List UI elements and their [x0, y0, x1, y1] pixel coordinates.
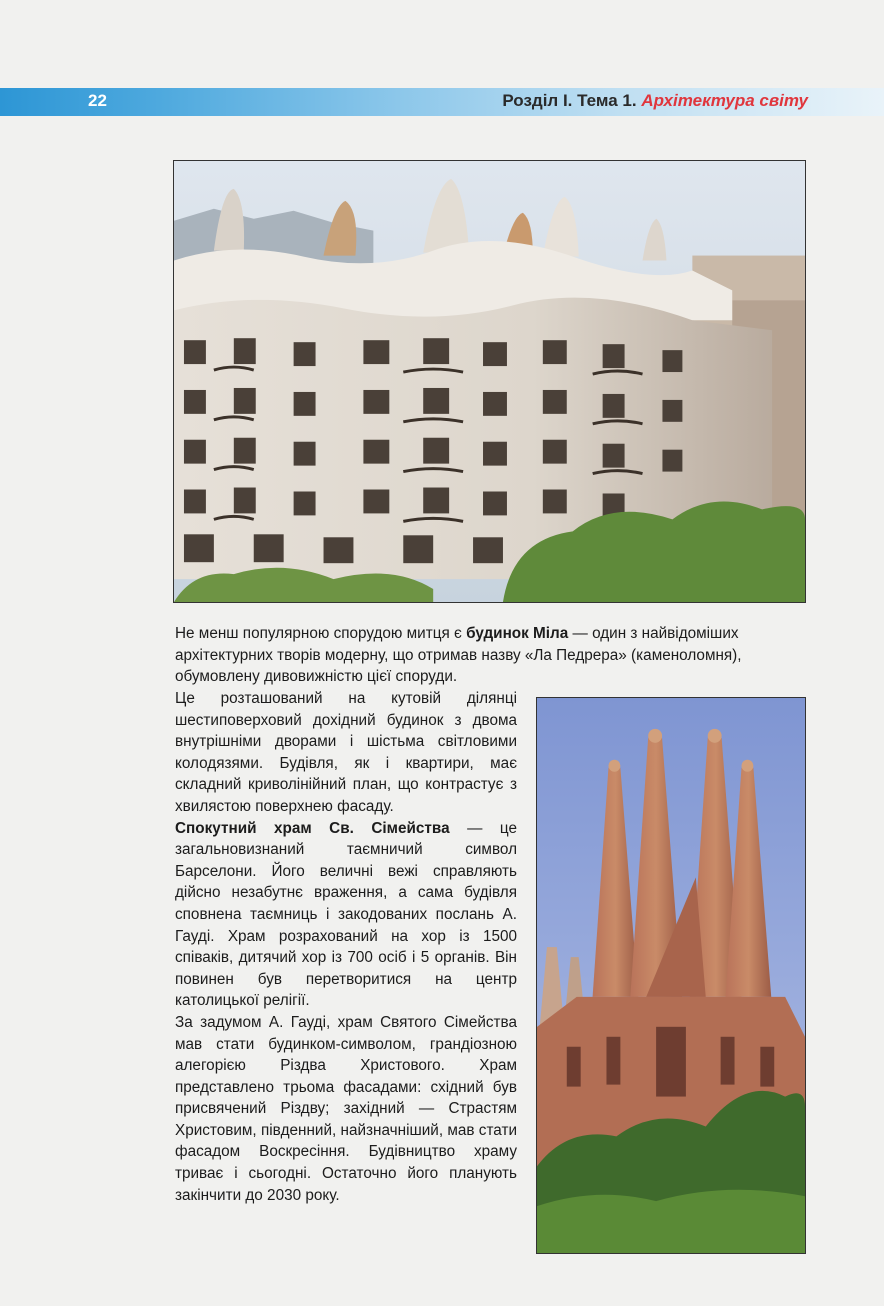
intro-paragraph	[175, 623, 807, 688]
text-column	[175, 688, 517, 1206]
paragraph-2: Це розташований на кутовій ділянці шестиповерховий дохідний будинок з двома внутрішніми дворами і шістьма світловими колодязями. Будівля, як і квартири, має складний криволінійний план, що контрастує з хвилястою поверхнею фасаду.	[175, 690, 517, 815]
paragraph-3-bold-term: Спокутний храм Св. Сімейства	[175, 819, 450, 837]
topic-label: Архітектура світу	[641, 91, 808, 110]
sagrada-familia-photo	[536, 697, 806, 1254]
page-number: 22	[88, 91, 107, 110]
paragraph-3	[175, 818, 517, 1012]
cathedral-photo-illustration	[537, 698, 805, 1253]
building-photo-illustration	[174, 161, 805, 602]
section-label: Розділ І. Тема 1.	[502, 91, 642, 110]
intro-lead: Не менш популярною спорудою митця є	[175, 625, 467, 642]
running-header	[502, 91, 808, 111]
paragraph-4: За задумом А. Гауді, храм Святого Сімейства мав стати будинком-символом, грандіозною алегорією Різдва Христового. Храм представлено трьома фасадами: східний був присвячений Різдву; західний — Страстям Христовим, південний, найзначніший, мав стати фасадом Воскресіння. Будівництво храму триває і сьогодні. Остаточно його планують закінчити до 2030 року.	[175, 1013, 517, 1204]
casa-mila-photo	[173, 160, 806, 603]
intro-rest: — один з найвідоміших архітектурних творів модерну, що отримав назву «Ла Педрера» (каменоломня), обумовлену дивовижністю цієї споруди.	[175, 625, 742, 686]
paragraph-3-rest: — це загальновизнаний таємничий символ Барселони. Його величні вежі справляють дійсно незабутнє враження, а сама будівля сповнена таємниць і закодованих послань А. Гауді. Храм розрахований на хор із 1500 співаків, дитячий хор із 700 осіб і 5 органів. Він повинен був перетворитися на центр католицької релігії.	[175, 819, 517, 1010]
intro-bold-term: будинок Міла	[466, 625, 569, 642]
